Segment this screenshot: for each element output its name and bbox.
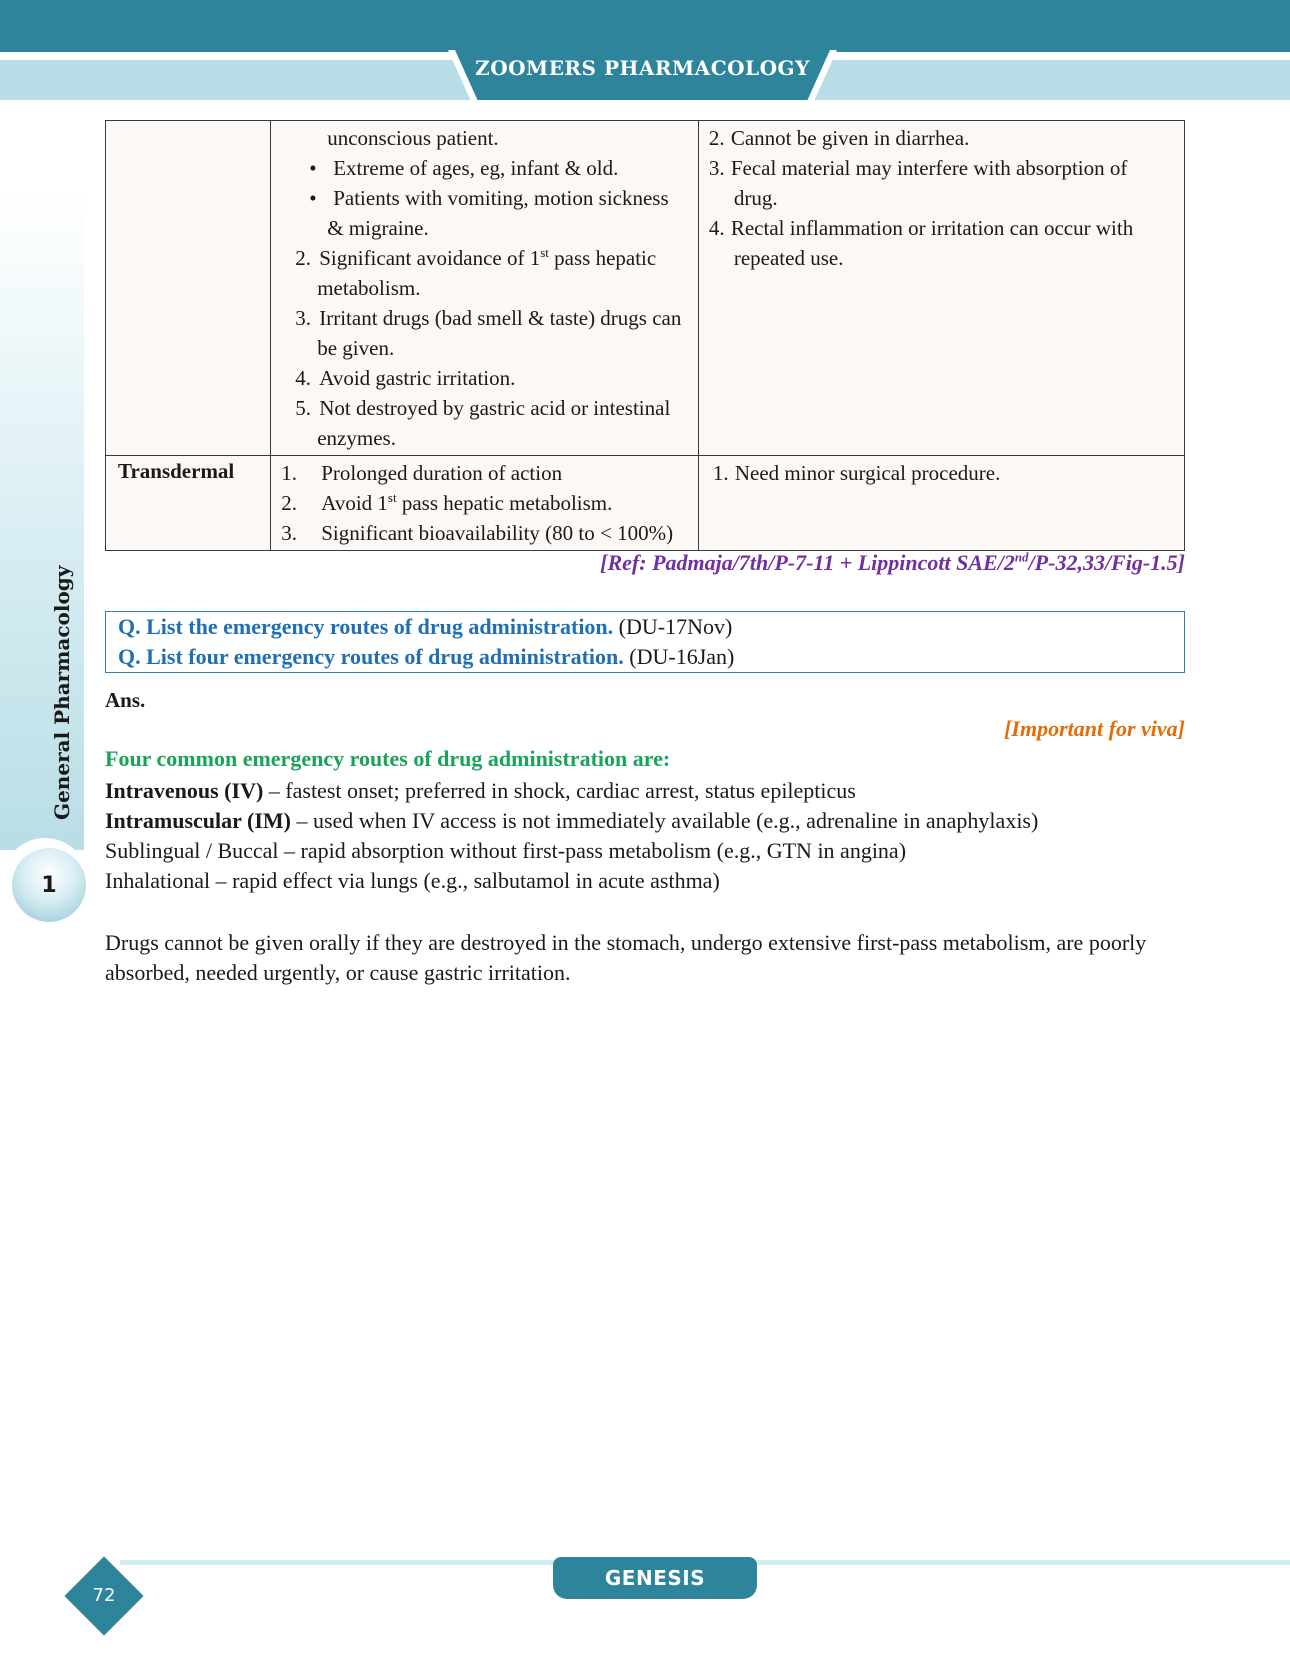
disadvantages-cell [698,121,1184,456]
route-line: Inhalational – rapid effect via lungs (e.g., salbutamol in acute asthma) [105,868,720,893]
footer-brand: GENESIS [553,1557,757,1599]
list-item: 4. Rectal inflammation or irritation can occur with [708,216,1134,240]
answer-label: Ans. [105,688,146,712]
question-line: Q. List four emergency routes of drug administration. (DU-16Jan) [118,644,735,669]
list-item: 2. Significant avoidance of 1st pass hepatic [295,245,657,270]
advantages-cell [271,121,699,456]
list-item: metabolism. [317,276,421,300]
list-item: enzymes. [317,426,396,450]
list-item: 2. Avoid 1st pass hepatic metabolism. [281,490,613,515]
list-item: unconscious patient. [327,126,499,150]
route-line: Intravenous (IV) – fastest onset; preferred in shock, cardiac arrest, status epilepticus [105,778,856,803]
book-title: ZOOMERS PHARMACOLOGY [475,56,810,80]
list-item: • Extreme of ages, eg, infant & old. [309,156,619,180]
header-bar [0,0,1290,52]
list-item: repeated use. [733,246,844,270]
reference-note: [Ref: Padmaja/7th/P-7-11 + Lippincott SAE/2nd/P-32,33/Fig-1.5] [600,549,1185,575]
list-item: drug. [733,186,778,210]
question-box [105,611,1185,673]
table-row [106,121,1185,456]
list-item: 3. Fecal material may interfere with absorption of [708,156,1128,180]
route-line: Sublingual / Buccal – rapid absorption without first-pass metabolism (e.g., GTN in angina) [105,838,907,863]
chapter-badge: 1 [12,848,86,922]
list-item: 2. Cannot be given in diarrhea. [708,126,970,150]
table-row [106,456,1185,551]
summary-paragraph: Drugs cannot be given orally if they are destroyed in the stomach, undergo extensive first-pass metabolism, are poorly absorbed, needed urgently, or cause gastric irritation. [105,930,1147,985]
viva-tag: [Important for viva] [1004,716,1185,741]
advantages-cell [271,456,699,551]
route-cell: Transdermal [106,456,271,551]
list-item: 3. Significant bioavailability (80 to < 100%) [281,521,674,545]
route-cell [106,121,271,456]
list-item: • Patients with vomiting, motion sickness [309,186,669,210]
list-item: be given. [317,336,395,360]
question-line: Q. List the emergency routes of drug administration. (DU-17Nov) [118,614,733,639]
route-line: Intramuscular (IM) – used when IV access is not immediately available (e.g., adrenaline in anaphylaxis) [105,808,1039,833]
list-item: 1. Need minor surgical procedure. [712,461,1001,485]
list-item: & migraine. [327,216,429,240]
list-item: 4. Avoid gastric irritation. [295,366,516,390]
list-item: 3. Irritant drugs (bad smell & taste) drugs can [295,306,682,330]
list-item: 1. Prolonged duration of action [281,461,563,485]
section-label: General Pharmacology [50,565,74,820]
page-number: 72 [92,1585,116,1606]
list-item: 5. Not destroyed by gastric acid or intestinal [295,396,671,420]
answer-heading: Four common emergency routes of drug administration are: [105,746,671,771]
disadvantages-cell [698,456,1184,551]
routes-table [105,120,1185,551]
